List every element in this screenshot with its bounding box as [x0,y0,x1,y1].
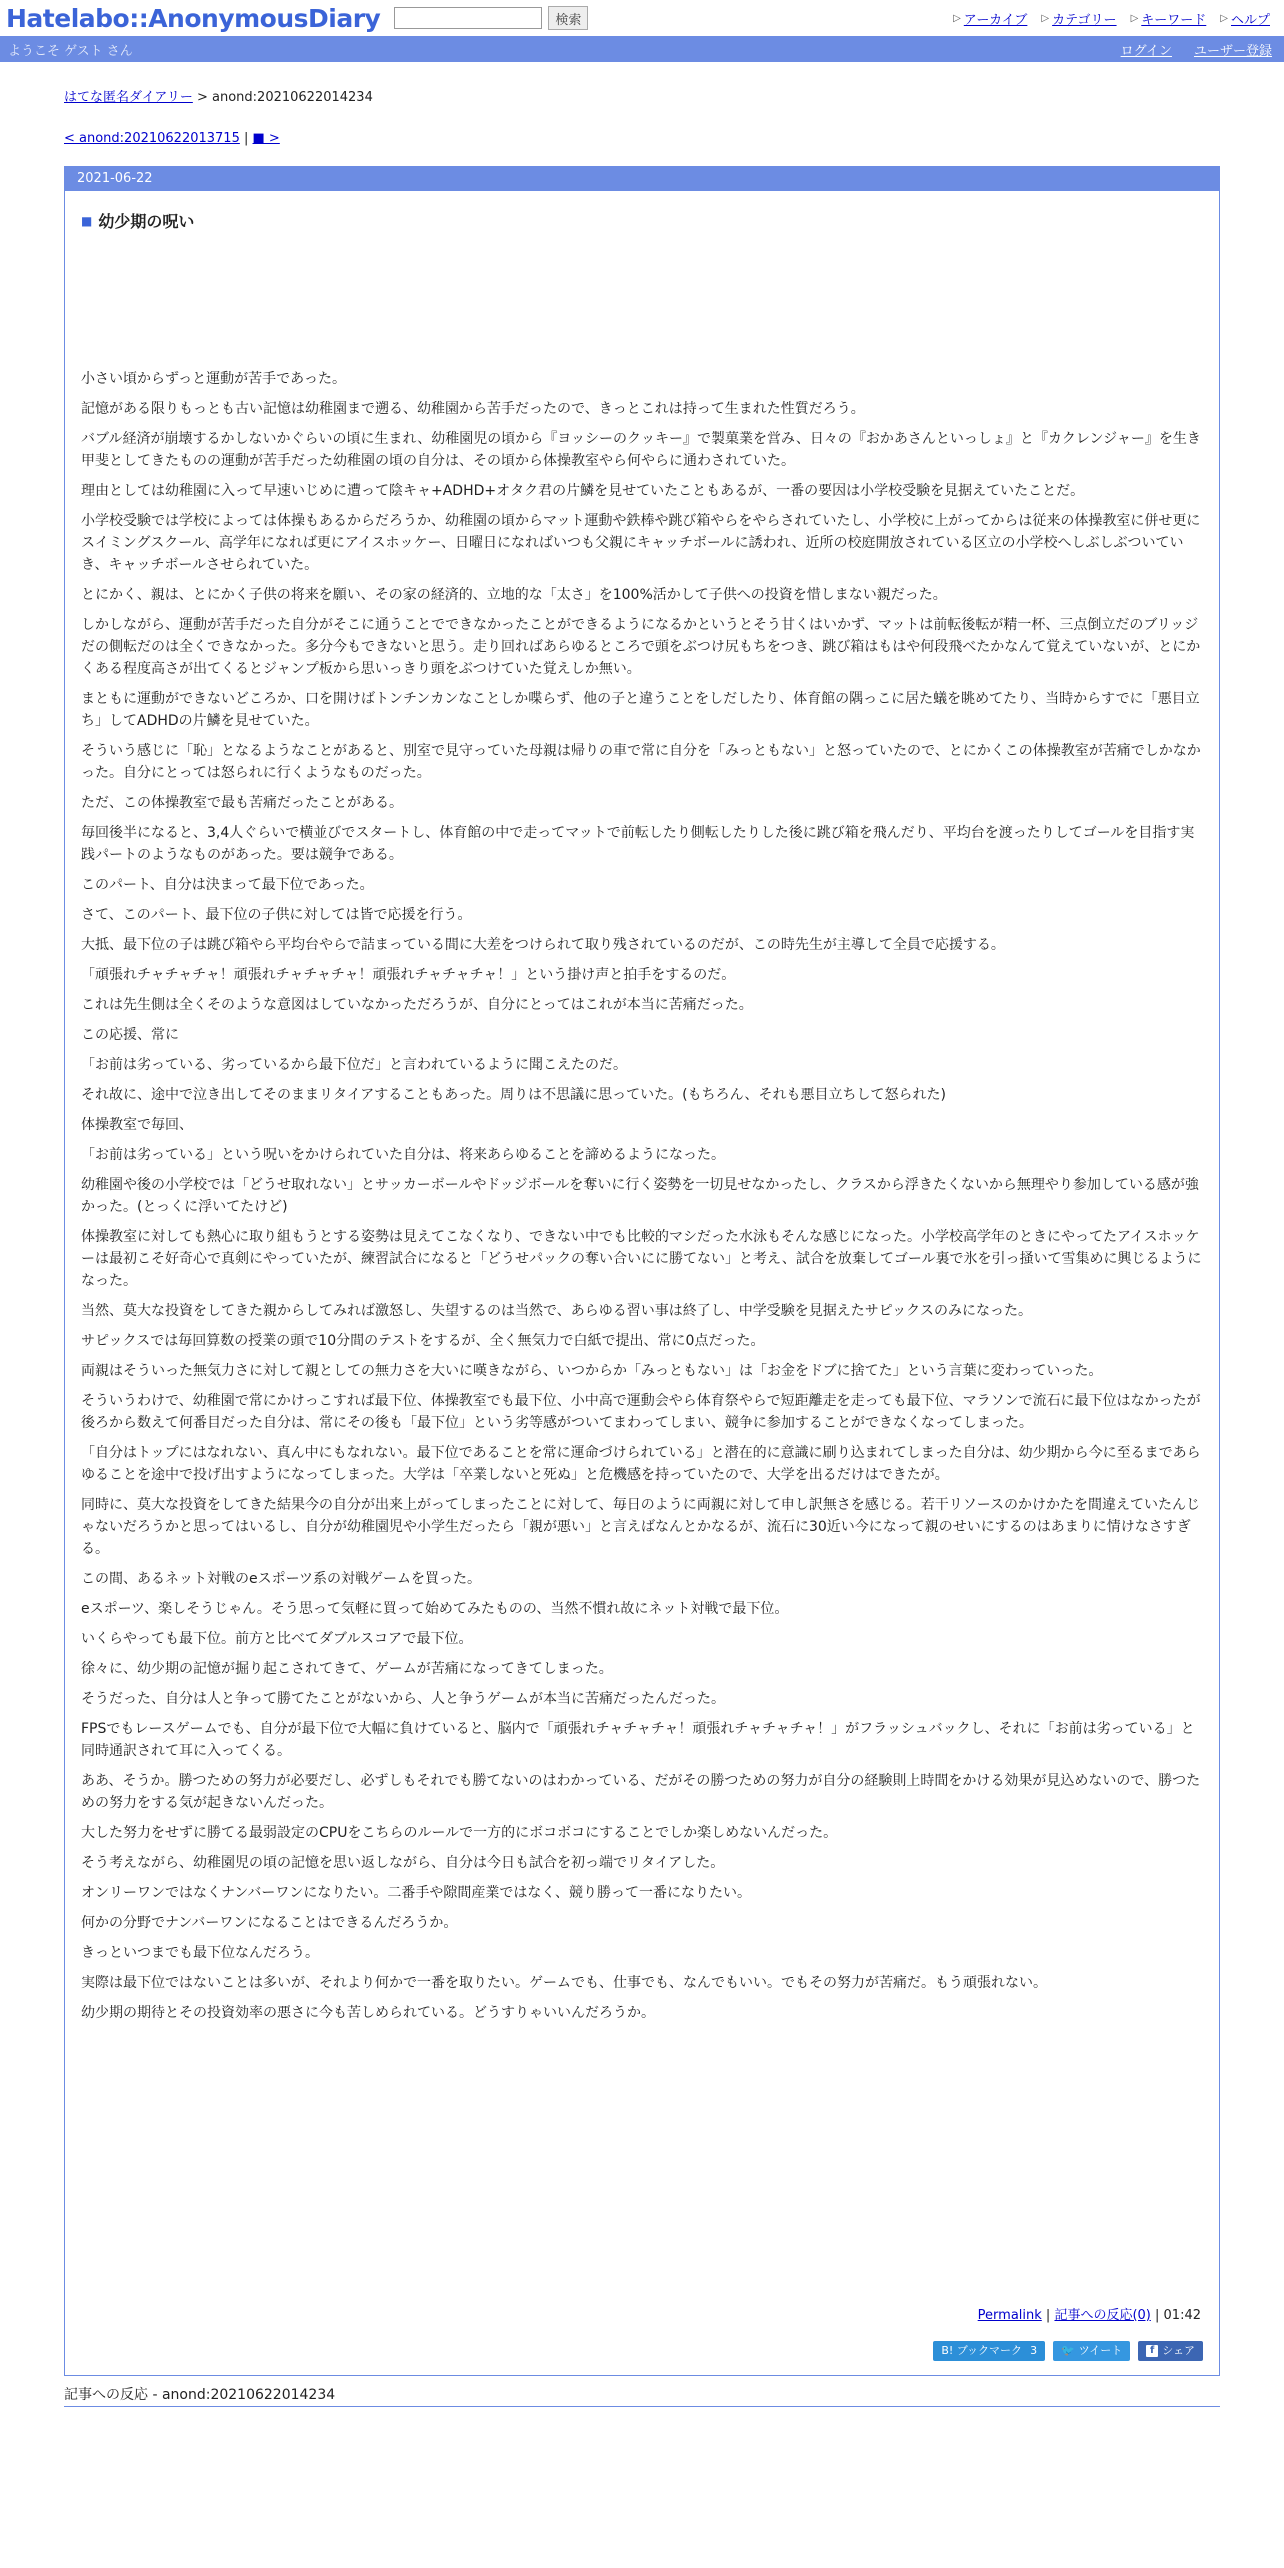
entry-paragraph: この応援、常に [81,1027,179,1043]
nav-help-link[interactable]: ヘルプ [1230,12,1270,28]
facebook-share-button[interactable] [1138,2341,1203,2361]
tweet-label: ツイート [1078,2344,1123,2357]
footer-separator: | [1150,2308,1164,2323]
entry-paragraph: 小さい頃からずっと運動が苦手であった。 [81,371,347,387]
entry-title [81,209,1203,232]
nav-archive[interactable] [953,9,1027,28]
diary-entry [65,191,1219,2375]
nav-category[interactable] [1041,9,1116,28]
search-button[interactable]: 検索 [548,6,588,30]
entry-footer [81,2304,1203,2323]
pager [64,131,1220,146]
entry-paragraph: 体操教室で毎回、 [81,1117,193,1133]
entry-paragraph: 「自分はトップにはなれない、真ん中にもなれない。最下位であることを常に運命づけられている」と潜在的に意識に刷り込まれてしまった自分は、幼少期から今に至るまであらゆることを途中で投げ出すようになってしまった。大学は「卒業しないと死ぬ」と危機感を持っていたので、大学を出るだけはできたが。 [81,1445,1201,1483]
entry-paragraph: ああ、そうか。勝つための努力が必要だし、必ずしもそれでも勝てないのはわかっている、だがその勝つための努力が自分の経験則上時間をかける効果が見込めないので、勝つための努力をする気が起きないんだった。 [81,1773,1201,1811]
entry-paragraph: これは先生側は全くそのような意図はしていなかっただろうが、自分にとってはこれが本当に苦痛だった。 [81,997,753,1013]
entry-paragraph: そういうわけで、幼稚園で常にかけっこすれば最下位、体操教室でも最下位、小中高で運動会やら体育祭やらで短距離走を走っても最下位、マラソンで流石に最下位はなかったが後ろから数えて何番目だった自分は、常にその後も「最下位」という劣等感がついてまわってしまい、競争に参加することができなくなってしまった。 [81,1393,1201,1431]
chevron-right-icon: ▷ [1130,12,1139,24]
entry-paragraph: 「頑張れチャチャチャ！頑張れチャチャチャ！頑張れチャチャチャ！」という掛け声と拍手をするのだ。 [81,967,736,983]
twitter-bird-icon: 🐦 [1061,2344,1075,2357]
tweet-button[interactable] [1053,2341,1130,2361]
user-bar [0,36,1284,62]
breadcrumb-separator: > [192,90,213,105]
search-input[interactable] [394,7,542,29]
entry-paragraph: オンリーワンではなくナンバーワンになりたい。二番手や隙間産業ではなく、競り勝って一番になりたい。 [81,1885,752,1901]
entry-paragraph: 幼稚園や後の小学校では「どうせ取れない」とサッカーボールやドッジボールを奪いに行く姿勢を一切見せなかったし、クラスから浮きたくないから無理やり参加している感が強かった。(とっくに浮いてたけど) [81,1177,1199,1215]
pager-separator: | [239,131,253,146]
entry-paragraph: サピックスでは毎回算数の授業の頭で10分間のテストをするが、全く無気力で白紙で提出、常に0点だった。 [81,1333,765,1349]
top-nav [953,9,1278,28]
facebook-icon: f [1146,2345,1158,2357]
breadcrumb [64,86,1220,105]
entry-paragraph: 記憶がある限りもっとも古い記憶は幼稚園まで遡る、幼稚園から苦手だったので、きっとこれは持って生まれた性質だろう。 [81,401,865,417]
prev-entry-link[interactable]: < anond:20210622013715 [64,131,240,146]
entry-paragraph: きっといつまでも最下位なんだろう。 [81,1945,319,1961]
share-buttons [81,2341,1203,2361]
entry-paragraph: 小学校受験では学校によっては体操もあるからだろうか、幼稚園の頃からマット運動や鉄棒や跳び箱やらをやらされていたし、小学校に上がってからは従来の体操教室に併せ更にスイミングスクール、高学年になれば更にアイスホッケー、日曜日になればいつも父親にキャッチボールに誘われ、近所の校庭開放されている区立の小学校へしぶしぶついていき、キャッチボールさせられていた。 [81,513,1201,573]
entry-paragraph: eスポーツ、楽しそうじゃん。そう思って気軽に買って始めてみたものの、当然不慣れ故にネット対戦で最下位。 [81,1601,789,1617]
entry-paragraph: 同時に、莫大な投資をしてきた結果今の自分が出来上がってしまったことに対して、毎日のように両親に対して申し訳無さを感じる。若干リソースのかけかたを間違えていたんじゃないだろうかと思ってはいるし、自分が幼稚園児や小学生だったら「親が悪い」と言えばなんとかなるが、流石に30近い今になって親のせいにするのはあまりに情けなさすぎる。 [81,1497,1201,1557]
breadcrumb-home-link[interactable]: はてな匿名ダイアリー [64,90,193,105]
guest-greeting: ようこそ ゲスト さん [8,43,133,59]
entry-paragraph: 大した努力をせずに勝てる最弱設定のCPUをこちらのルールで一方的にボコボコにすることでしか楽しめないんだった。 [81,1825,838,1841]
entry-paragraph: バブル経済が崩壊するかしないかぐらいの頃に生まれ、幼稚園児の頃から『ヨッシーのクッキー』で製菓業を営み、日々の『おかあさんといっしょ』と『カクレンジャー』を生き甲斐としてきたものの運動が苦手だった幼稚園の頃の自分は、その頃から体操教室やら何やらに通わされていた。 [81,431,1201,469]
entry-paragraph: この間、あるネット対戦のeスポーツ系の対戦ゲームを買った。 [81,1571,482,1587]
diary-day [64,166,1220,2376]
entry-time: 01:42 [1163,2308,1201,2323]
nav-category-link[interactable]: カテゴリー [1052,12,1117,28]
nav-keyword-link[interactable]: キーワード [1141,12,1207,28]
chevron-right-icon: ▷ [1041,12,1050,24]
entry-paragraph: 大抵、最下位の子は跳び箱やら平均台やらで詰まっている間に大差をつけられて取り残されているのだが、この時先生が主導して全員で応援する。 [81,937,1005,953]
entry-body [81,368,1203,2024]
user-links [1121,40,1276,59]
hatena-bookmark-label: B! ブックマーク [941,2344,1023,2357]
entry-paragraph: 実際は最下位ではないことは多いが、それより何かで一番を取りたい。ゲームでも、仕事でも、なんでもいい。でもその努力が苦痛だ。もう頑張れない。 [81,1975,1047,1991]
nav-keyword[interactable] [1131,9,1207,28]
entry-paragraph: 徐々に、幼少期の記憶が掘り起こされてきて、ゲームが苦痛になってきてしまった。 [81,1661,613,1677]
entry-paragraph: そう考えながら、幼稚園児の頃の記憶を思い返しながら、自分は今日も試合を初っ端でリタイアした。 [81,1855,725,1871]
entry-paragraph: ただ、この体操教室で最も苦痛だったことがある。 [81,795,403,811]
login-link[interactable]: ログイン [1120,43,1172,59]
entry-paragraph: 両親はそういった無気力さに対して親としての無力さを大いに嘆きながら、いつからか「みっともない」は「お金をドブに捨てた」という言葉に変わっていった。 [81,1363,1103,1379]
top-bar [0,0,1284,36]
entry-paragraph: とにかく、親は、とにかく子供の将来を願い、その家の経済的、立地的な「太さ」を100%活かして子供への投資を惜しまない親だった。 [81,587,947,603]
entry-paragraph: このパート、自分は決まって最下位であった。 [81,877,374,893]
entry-paragraph: 何かの分野でナンバーワンになることはできるんだろうか。 [81,1915,458,1931]
hatena-bookmark-button[interactable] [933,2341,1045,2361]
entry-paragraph: 「お前は劣っている、劣っているから最下位だ」と言われているように聞こえたのだ。 [81,1057,627,1073]
chevron-right-icon: ▷ [1220,12,1228,24]
site-logo[interactable]: Hatelabo::AnonymousDiary [6,3,381,33]
chevron-right-icon: ▷ [953,12,961,24]
entry-paragraph: 体操教室に対しても熱心に取り組もうとする姿勢は見えてこなくなり、できない中でも比較的マシだった水泳もそんな感じになった。小学校高学年のときにやってたアイスホッケーは最初こそ好奇心で真剣にやっていたが、練習試合になると「どうせパックの奪い合いにに勝てない」と考え、試合を放棄してゴール裏で氷を引っ掻いて雪集めに興じるようになった。 [81,1229,1202,1289]
entry-paragraph: いくらやっても最下位。前方と比べてダブルスコアで最下位。 [81,1631,473,1647]
permalink-link[interactable]: Permalink [977,2308,1042,2323]
bookmark-count: 3 [1030,2344,1038,2357]
facebook-share-label: シェア [1162,2344,1195,2357]
main-content [64,86,1220,2407]
nav-archive-link[interactable]: アーカイブ [963,12,1028,28]
entry-permalink-square-icon[interactable]: ■ [81,213,93,228]
responses-heading: 記事への反応 - anond:20210622014234 [64,2384,1220,2407]
entry-paragraph: 幼少期の期待とその投資効率の悪さに今も苦しめられている。どうすりゃいいんだろうか。 [81,2005,655,2021]
next-entry-link[interactable]: ■ > [252,131,280,146]
breadcrumb-current: anond:20210622014234 [212,90,373,105]
entry-paragraph: 毎回後半になると、3,4人ぐらいで横並びでスタートし、体育館の中で走ってマットで前転したり側転したりした後に跳び箱を飛んだり、平均台を渡ったりしてゴールを目指す実践パートのようなものがあった。要は競争である。 [81,825,1195,863]
entry-paragraph: 理由としては幼稚園に入って早速いじめに遭って陰キャ+ADHD+オタク君の片鱗を見せていたこともあるが、一番の要因は小学校受験を見据えていたことだ。 [81,483,1085,499]
entry-paragraph: FPSでもレースゲームでも、自分が最下位で大幅に負けていると、脳内で「頑張れチャチャチャ！頑張れチャチャチャ！」がフラッシュバックし、それに「お前は劣っている」と同時通訳されて耳に入ってくる。 [81,1721,1195,1759]
entry-paragraph: さて、このパート、最下位の子供に対しては皆で応援を行う。 [81,907,472,923]
responses-link[interactable]: 記事への反応(0) [1054,2308,1151,2323]
day-date: 2021-06-22 [65,167,1219,191]
nav-help[interactable] [1220,9,1270,28]
entry-paragraph: 当然、莫大な投資をしてきた親からしてみれば激怒し、失望するのは当然で、あらゆる習い事は終了し、中学受験を見据えたサピックスのみになった。 [81,1303,1033,1319]
entry-paragraph: まともに運動ができないどころか、口を開けばトンチンカンなことしか喋らず、他の子と違うことをしだしたり、体育館の隅っこに居た蟻を眺めてたり、当時からすでに「悪目立ち」してADHDの片鱗を見せていた。 [81,691,1200,729]
entry-paragraph: しかしながら、運動が苦手だった自分がそこに通うことでできなかったことができるようになるかというとそう甘くはいかず、マットは前転後転が精一杯、三点倒立だのブリッジだの側転だのは全くできなかった。多分今もできないと思う。走り回ればあらゆるところで頭をぶつけ尻もちをつき、跳び箱はもはや何段飛べたかなんて覚えていないが、とにかくある程度高さが出てくるとジャンプ板から思いっきり頭をぶつけていた覚えしか無い。 [81,617,1201,677]
footer-separator: | [1041,2308,1055,2323]
register-link[interactable]: ユーザー登録 [1193,43,1272,59]
entry-paragraph: そういう感じに「恥」となるようなことがあると、別室で見守っていた母親は帰りの車で常に自分を「みっともない」と怒っていたので、とにかくこの体操教室が苦痛でしかなかった。自分にとっては怒られに行くようなものだった。 [81,743,1201,781]
entry-paragraph: そうだった、自分は人と争って勝てたことがないから、人と争うゲームが本当に苦痛だったんだった。 [81,1691,725,1707]
entry-title-text: 幼少期の呪い [98,212,195,231]
entry-paragraph: 「お前は劣っている」という呪いをかけられていた自分は、将来あらゆることを諦めるようになった。 [81,1147,725,1163]
entry-paragraph: それ故に、途中で泣き出してそのままリタイアすることもあった。周りは不思議に思っていた。(もちろん、それも悪目立ちして怒られた) [81,1087,946,1103]
